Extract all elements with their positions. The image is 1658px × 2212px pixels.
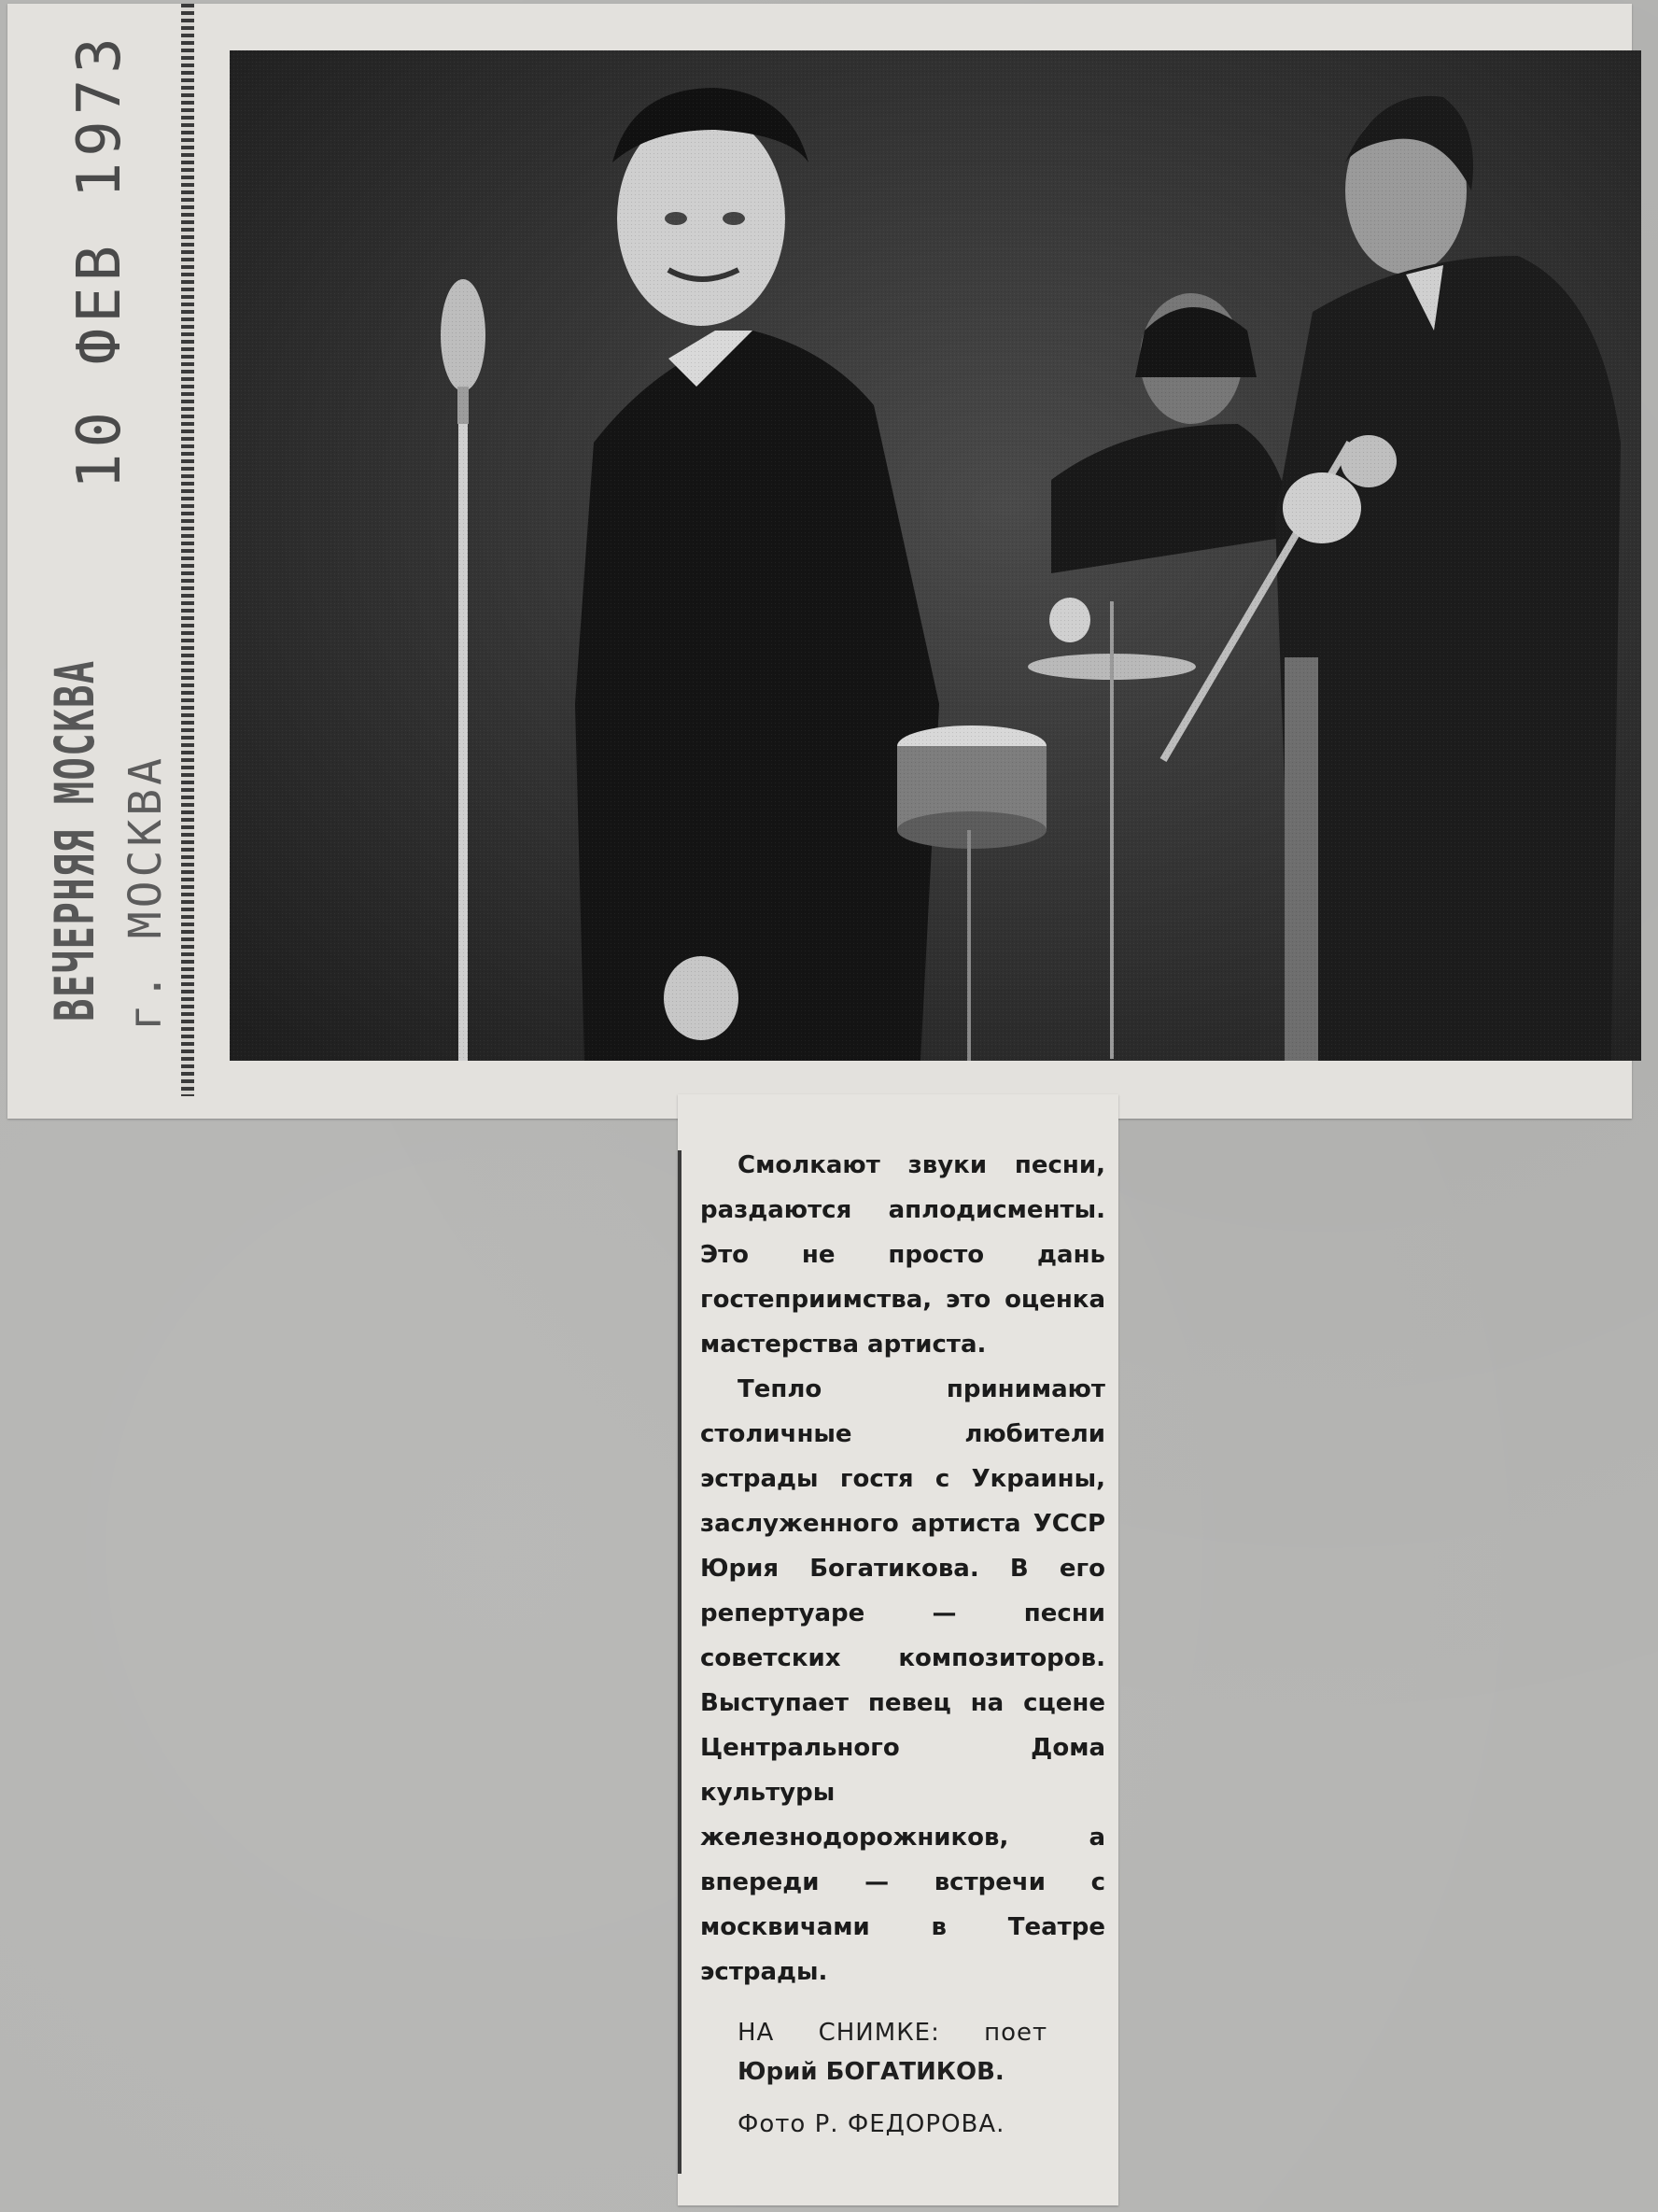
archive-stamp bbox=[17, 32, 176, 1031]
photo-credit-text: Фото Р. ФЕДОРОВА. bbox=[738, 2110, 1005, 2138]
article-paragraph: Смолкают звуки песни, раздаются аплодисменты. Это не просто дань гостеприимства, это оценка мастерства артиста. bbox=[700, 1151, 1105, 1359]
article-body bbox=[700, 1143, 1105, 1994]
photo-caption bbox=[700, 2013, 1105, 2092]
stamp-newspaper-name: ВЕЧЕРНЯЯ МОСКВА bbox=[43, 659, 106, 1021]
newspaper-photo-clipping bbox=[7, 4, 1632, 1119]
caption-name: Юрий БОГАТИКОВ. bbox=[738, 2058, 1005, 2086]
perforated-edge bbox=[181, 4, 194, 1096]
stamp-city: г. МОСКВА bbox=[119, 754, 172, 1031]
photo-credit bbox=[700, 2105, 1105, 2144]
newspaper-text-clipping bbox=[678, 1094, 1118, 2205]
caption-lead: НА СНИМКЕ: поет bbox=[738, 2019, 1048, 2047]
article-paragraph: Тепло принимают столичные любители эстрады гостя с Украины, заслуженного артиста УССР Юрия Богатикова. В его репертуаре — песни советских композиторов. Выступает певец на сцене Центрального Дома культуры железнодорожников, а впереди — встречи с москвичами в Театре эстрады. bbox=[700, 1375, 1105, 1986]
singer-on-stage-photo bbox=[230, 50, 1641, 1061]
news-photo bbox=[230, 50, 1641, 1061]
column-rule bbox=[678, 1150, 681, 2174]
stamp-date: 10 ФЕВ 1973 bbox=[65, 32, 134, 489]
